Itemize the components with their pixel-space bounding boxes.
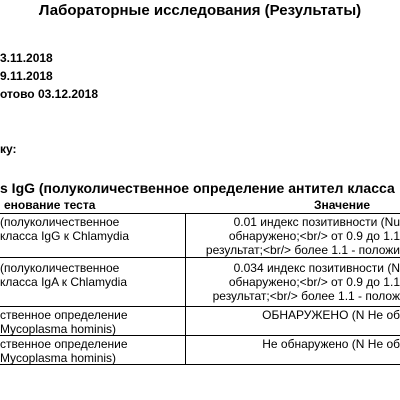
test-value-line: обнаружено;<br/> от 0.9 до 1.1 <box>228 229 400 243</box>
column-header-value: Значение <box>314 198 371 212</box>
table-row <box>0 337 400 364</box>
test-value-line: обнаружено;<br/> от 0.9 до 1.1 <box>228 275 400 289</box>
test-name-cell <box>0 308 184 336</box>
test-value-cell <box>186 337 400 351</box>
clinic-label: ку: <box>0 142 17 156</box>
section-heading: s IgG (полуколичественное определение антител класса <box>0 180 395 196</box>
test-value-cell <box>186 308 400 322</box>
test-name-cell <box>0 261 184 289</box>
test-name-line: (полуколичественное <box>0 261 120 275</box>
table-divider <box>0 257 400 258</box>
table-row <box>0 261 400 305</box>
test-value-line: результат;<br/> более 1.1 - полож <box>212 289 400 303</box>
ready-date: отово 03.12.2018 <box>0 87 99 101</box>
test-name-cell <box>0 337 184 365</box>
test-value-line: 0.01 индекс позитивности (Nu <box>233 215 400 229</box>
table-row <box>0 215 400 257</box>
test-name-line: класса IgG к Chlamydia <box>0 229 130 243</box>
table-divider <box>0 306 400 307</box>
test-name-cell <box>0 215 184 243</box>
test-name-line: ственное определение <box>0 337 128 351</box>
table-row <box>0 308 400 335</box>
page-title: Лабораторные исследования (Результаты) <box>38 2 362 19</box>
results-table <box>0 198 400 398</box>
test-name-line: ственное определение <box>0 308 128 322</box>
test-name-line: Mycoplasma hominis) <box>0 351 117 365</box>
test-value-line: ОБНАРУЖЕНО (N Не об <box>262 308 400 322</box>
column-header-test-name: енование теста <box>4 198 96 212</box>
test-value-line: 0.034 индекс позитивности (N <box>233 261 400 275</box>
sample-date: 3.11.2018 <box>0 51 53 65</box>
test-name-line: класса IgA к Chlamydia <box>0 275 128 289</box>
test-value-line: Не обнаружено (N Не об <box>262 337 400 351</box>
test-value-line: результат;<br/> более 1.1 - положи <box>205 243 400 257</box>
received-date: 9.11.2018 <box>0 69 53 83</box>
test-name-line: Mycoplasma hominis) <box>0 322 117 336</box>
test-value-cell <box>186 215 400 257</box>
table-divider <box>0 213 400 214</box>
test-name-line: (полуколичественное <box>0 215 120 229</box>
test-value-cell <box>186 261 400 303</box>
